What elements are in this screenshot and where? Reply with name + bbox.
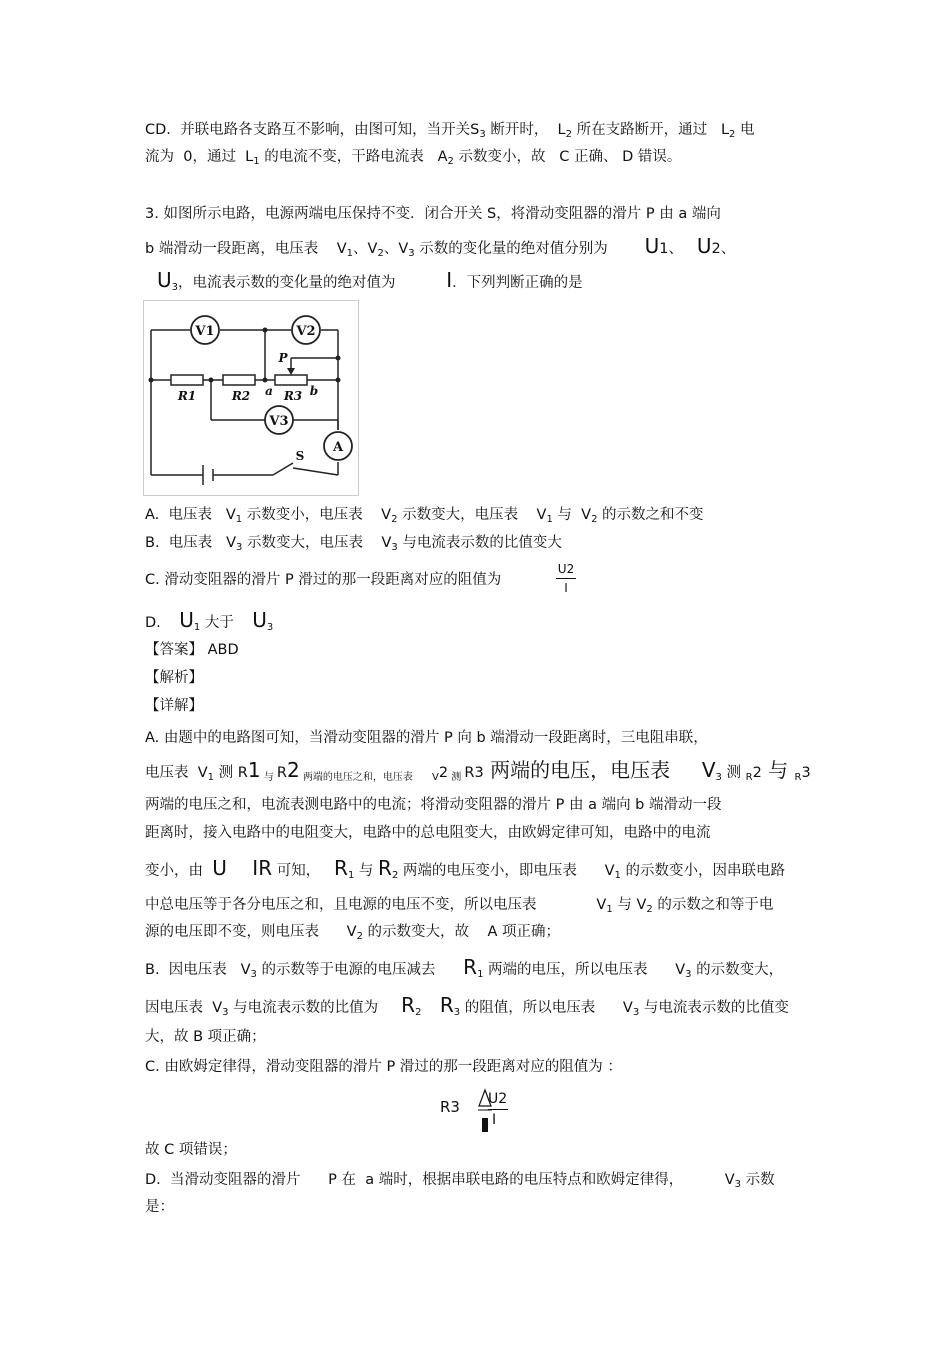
text-run: IR <box>226 856 273 880</box>
text-run: 示数变小，故 C 正确、 D 错误。 <box>453 149 682 165</box>
text-run: A. 电压表 <box>145 507 226 523</box>
text-run: 示数变大，电压表 <box>242 535 382 551</box>
detail-line: 大，故 B 项正确； <box>145 1029 266 1045</box>
circuit-diagram <box>143 300 359 496</box>
formula-denominator: I <box>492 1112 497 1128</box>
formula-numerator: U2 <box>488 1091 508 1107</box>
text-run: V <box>225 507 236 523</box>
text-run: 、 <box>383 241 399 257</box>
text-run <box>421 1000 439 1016</box>
text-run: R <box>439 993 454 1017</box>
text-run: R <box>745 772 753 783</box>
end-b-label: b <box>309 384 319 398</box>
v2-label: V2 <box>296 324 316 339</box>
v1-label: V1 <box>195 324 215 339</box>
text-run: 3 <box>715 772 722 783</box>
text-run: U <box>179 608 194 632</box>
text-run: 、 <box>353 241 368 257</box>
text-run: 与 <box>354 863 379 879</box>
text-run: 3 <box>734 1179 741 1190</box>
answer-line: 【答案】 ABD <box>145 642 239 658</box>
text-run: 的电流不变，干路电流表 <box>259 149 438 165</box>
text-run: V <box>581 507 592 523</box>
text-run: I <box>446 268 453 292</box>
option-c: C. 滑动变阻器的滑片 P 滑过的那一段距离对应的阻值为 <box>145 572 502 588</box>
text-run: R <box>334 856 348 880</box>
text-run: 示数变大，电压表 <box>397 507 537 523</box>
r2-label: R2 <box>231 389 251 403</box>
text-run: V <box>536 507 547 523</box>
text-run: R <box>237 765 248 781</box>
text-run: U <box>157 268 172 292</box>
text-run: L <box>245 149 254 165</box>
text-run: 3 <box>474 765 484 781</box>
question-line: 3. 如图所示电路，电源两端电压保持不变．闭合开关 S，将滑动变阻器的滑片 P 由 a 端向 <box>145 206 721 222</box>
text-run: V <box>381 507 392 523</box>
text-run: 中总电压等于各分电压之和，且电源的电压不变，所以电压表 V <box>145 897 607 913</box>
switch-s-label: S <box>295 449 305 463</box>
text-run: ．下列判断正确的是 <box>452 275 583 291</box>
text-run: 因电压表 V <box>145 1000 223 1016</box>
ammeter-label: A <box>332 440 344 455</box>
text-run: 3 <box>632 1007 640 1018</box>
text-run: 与 <box>260 772 277 783</box>
text-run: 、 <box>720 241 736 257</box>
text-run: 的示数变大， <box>691 962 784 978</box>
fraction-numerator: U2 <box>557 562 575 576</box>
text-run: 、 <box>668 241 697 257</box>
text-run: 两端的电压之和，电压表 V <box>299 772 439 783</box>
text-run: 2 <box>415 1007 422 1018</box>
text-run: 的示数之和等于电 <box>652 897 774 913</box>
text-run: 与电流表示数的比值变 <box>639 1000 789 1016</box>
text-run: V <box>226 535 237 551</box>
text-run: 电 <box>735 122 755 138</box>
option-d <box>145 610 273 638</box>
text-run: 可知， <box>272 863 335 879</box>
text-run: 两端的电压，电压表 V <box>483 758 716 782</box>
text-run: D. <box>145 615 180 631</box>
text-run: 源的电压即不变，则电压表 V <box>145 924 357 940</box>
text-run: U <box>212 856 227 880</box>
detail-line: 是： <box>145 1199 174 1215</box>
text-run: 示数变小，电压表 <box>242 507 382 523</box>
detail-line <box>145 995 789 1023</box>
text-run: 的示数之和不变 <box>597 507 704 523</box>
text-run: 与 <box>552 507 582 523</box>
text-run: 电压表 V <box>145 765 208 781</box>
text-run: 示数 <box>741 1172 775 1188</box>
text-run: 1 <box>346 248 354 259</box>
text-run: 1 <box>659 241 669 257</box>
option-b <box>145 533 562 558</box>
detail-line <box>145 957 783 985</box>
question-line <box>145 236 735 264</box>
text-run: 两端的电压，所以电压表 V <box>483 962 686 978</box>
text-run: 2 <box>438 765 449 781</box>
text-run: CD. 并联电路各支路互不影响，由图可知，当开关 <box>145 122 471 138</box>
text-run: 3 <box>685 969 692 980</box>
text-run: 1 <box>247 758 261 782</box>
text-run: 2 <box>646 904 653 915</box>
text-run: 2 <box>565 129 573 140</box>
text-run: 1 <box>193 622 201 633</box>
text-run: ，电流表示数的变化量的绝对值为 <box>178 275 447 291</box>
text-run: R <box>794 772 802 783</box>
text-run: 2 <box>377 248 384 259</box>
text-run: B. 因电压表 V <box>145 962 251 978</box>
text-run: R <box>401 993 416 1017</box>
text-run: 3 <box>408 248 415 259</box>
question-line <box>157 270 583 298</box>
detail-line <box>145 760 811 788</box>
text-run: 大于 <box>200 615 253 631</box>
formula-lhs: R3 <box>440 1098 460 1116</box>
text-run: 2 <box>711 241 721 257</box>
text-run: 变小，由 <box>145 863 213 879</box>
text-run: 示数的变化量的绝对值分别为 <box>414 241 645 257</box>
text-run: 与 <box>612 897 637 913</box>
text-run: 3 <box>801 765 811 781</box>
text-run: 的示数变大，故 A 项正确； <box>362 924 561 940</box>
option-a <box>145 505 704 530</box>
text-run: V <box>336 241 347 257</box>
r3-label: R3 <box>283 389 303 403</box>
text-run: 1 <box>546 514 553 525</box>
text-run: 2 <box>356 931 363 942</box>
text-run: 与电流表示数的比值为 <box>228 1000 402 1016</box>
r1-label: R1 <box>177 389 197 403</box>
text-run: 1 <box>207 772 215 783</box>
text-line <box>145 120 755 145</box>
text-run: 3 <box>250 969 257 980</box>
detail-line: C. 由欧姆定律得，滑动变阻器的滑片 P 滑过的那一段距离对应的阻值为 ： <box>145 1059 622 1075</box>
text-run: 3 <box>171 282 179 293</box>
text-run: U <box>252 608 267 632</box>
text-run: 3 <box>391 542 398 553</box>
text-run: 所在支路断开，通过 <box>572 122 721 138</box>
text-run: 测 <box>448 772 465 783</box>
text-run: 流为 0，通过 <box>145 149 246 165</box>
text-line <box>145 147 681 172</box>
detail-line: 两端的电压之和，电流表测电路中的电流；将滑动变阻器的滑片 P 由 a 端向 b 端滑动一段 <box>145 797 722 813</box>
text-run: 测 <box>721 765 746 781</box>
detail-line <box>145 1170 775 1195</box>
text-run: U <box>644 234 660 258</box>
end-a-label: a <box>265 384 273 398</box>
text-run: 2 <box>391 870 399 881</box>
text-run: D. 当滑动变阻器的滑片 P 在 a 端时，根据串联电路的电压特点和欧姆定律得， V <box>145 1172 735 1188</box>
text-run: 2 <box>286 758 300 782</box>
text-run: R <box>463 955 478 979</box>
analysis-heading: 【解析】 <box>145 670 203 686</box>
text-run: 2 <box>729 129 736 140</box>
text-run: V <box>398 241 409 257</box>
text-run: 1 <box>477 969 484 980</box>
text-run: 2 <box>447 156 454 167</box>
detail-line <box>145 858 785 886</box>
detail-line: A. 由题中的电路图可知，当滑动变阻器的滑片 P 向 b 端滑动一段距离时，三电阻串联， <box>145 730 708 746</box>
text-run: 3 <box>222 1007 229 1018</box>
text-run: B. 电压表 <box>145 535 227 551</box>
text-run: V <box>367 241 378 257</box>
v3-label: V3 <box>269 414 289 429</box>
option-c-fraction <box>556 562 576 595</box>
text-run: U <box>696 234 712 258</box>
text-run: V <box>636 897 647 913</box>
c-formula <box>440 1088 520 1136</box>
text-run: 与电流表示数的比值变大 <box>397 535 562 551</box>
text-run: L <box>720 122 730 138</box>
text-run: 3 <box>266 622 274 633</box>
text-run: 2 <box>752 765 762 781</box>
text-run: 测 <box>214 765 238 781</box>
text-run: b 端滑动一段距离，电压表 <box>145 241 337 257</box>
detail-line <box>145 922 560 947</box>
text-run: 1 <box>347 870 355 881</box>
detail-line: 故 C 项错误； <box>145 1142 237 1158</box>
text-run: 1 <box>614 870 621 881</box>
text-run: 2 <box>391 514 398 525</box>
detail-heading: 【详解】 <box>145 698 203 714</box>
text-run: L <box>557 122 566 138</box>
text-run: R <box>276 765 287 781</box>
detail-line <box>145 895 773 920</box>
text-run: 3 <box>479 129 486 140</box>
text-run: 的阻值，所以电压表 V <box>460 1000 633 1016</box>
text-run: S <box>470 122 480 138</box>
text-run: 1 <box>253 156 260 167</box>
detail-line: 距离时，接入电路中的电阻变大，电路中的总电阻变大，由欧姆定律可知，电路中的电流 <box>145 825 711 841</box>
text-run: 的示数等于电源的电压减去 <box>256 962 464 978</box>
text-run: R <box>378 856 392 880</box>
text-run: 断开时， <box>485 122 558 138</box>
text-run: 与 <box>761 758 795 782</box>
text-run: 两端的电压变小，即电压表 V <box>398 863 615 879</box>
fraction-denominator: I <box>564 581 568 595</box>
text-run: A <box>437 149 448 165</box>
text-run: V <box>381 535 392 551</box>
text-run: 1 <box>235 514 243 525</box>
text-run: 3 <box>453 1007 461 1018</box>
slider-p-label: P <box>278 351 288 365</box>
text-run: R <box>464 765 475 781</box>
text-run: 3 <box>236 542 243 553</box>
text-run: 1 <box>606 904 613 915</box>
text-run: 2 <box>591 514 598 525</box>
text-run: 的示数变小，因串联电路 <box>620 863 785 879</box>
